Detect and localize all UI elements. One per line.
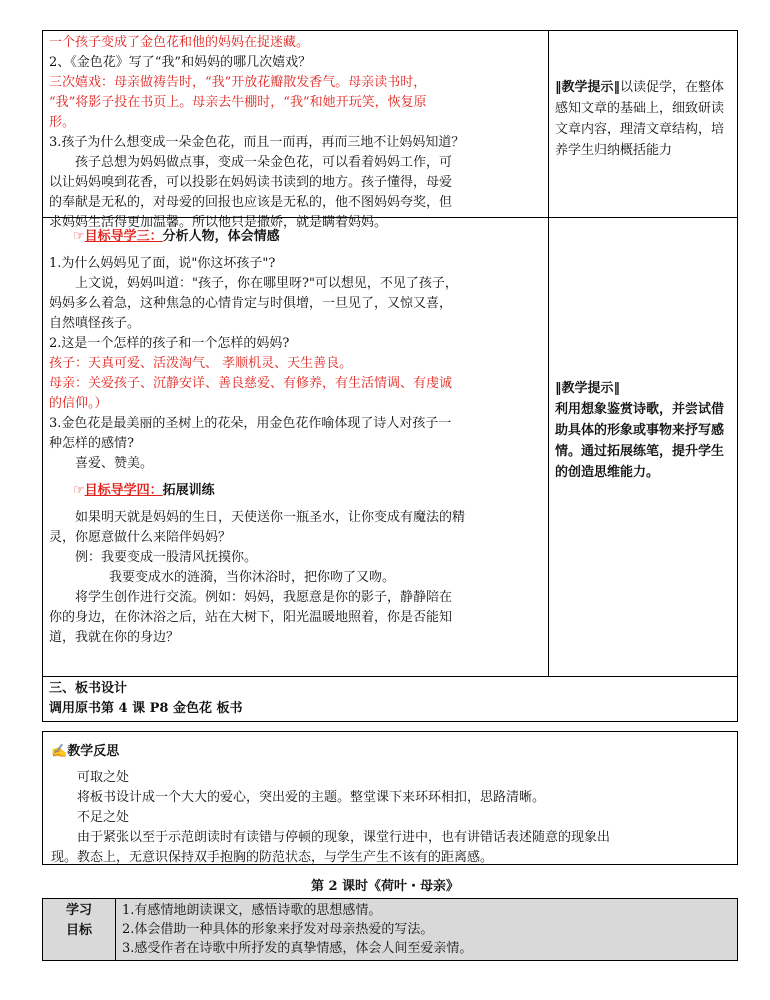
text-line: 3.孩子为什么想变成一朵金色花，而且一而再，再而三地不让妈妈知道？: [49, 135, 465, 150]
board-design-text: 调用原书第 4 课 P8 金色花 板书: [49, 701, 243, 716]
text-line: 2、《金色花》写了“我”和妈妈的哪几次嬉戏？: [49, 55, 312, 70]
teaching-tip-cell: [549, 218, 737, 676]
text-line: 道，我就在你的身边？: [49, 630, 180, 645]
reflection-box: [42, 731, 738, 865]
good-label: 可取之处: [77, 770, 130, 785]
pointing-hand-icon: ☞: [73, 229, 85, 244]
text-line: 的奉献是无私的，对母爱的回报也应该是无私的，他不图妈妈夸奖，但: [49, 195, 453, 210]
text-line: 例：我要变成一股清风抚摸你。: [75, 550, 258, 565]
heading-label: 目标导学四：: [84, 483, 163, 498]
content-cell: [43, 218, 549, 676]
text-line: 一个孩子变成了金色花和他的妈妈在捉迷藏。: [49, 35, 310, 50]
goals-list: [116, 899, 478, 960]
goal-item: 2.体会借助一种具体的形象来抒发对母亲热爱的写法。: [122, 922, 434, 937]
lesson-table: [42, 30, 738, 722]
text-line: 我要变成水的涟漪，当你沐浴时，把你吻了又吻。: [109, 570, 396, 585]
text-line: 种怎样的感情?: [49, 436, 134, 451]
text-line: “我”将影子投在书页上。母亲去牛棚时，“我”和她开玩笑，恢复原: [49, 95, 427, 110]
heading-label: 目标导学三：: [84, 229, 163, 244]
heading-text: 拓展训练: [162, 483, 215, 498]
text-line: 上文说，妈妈叫道："孩子，你在哪里呀?"可以想见，不见了孩子，: [75, 276, 458, 291]
text-line: 2.这是一个怎样的孩子和一个怎样的妈妈?: [49, 336, 290, 351]
good-text: 将板书设计成一个大大的爱心，突出爱的主题。整堂课下来环环相扣，思路清晰。: [77, 790, 546, 805]
bad-text: 现。教态上，无意识保持双手抱胸的防范状态，与学生产生不该有的距离感。: [51, 850, 494, 865]
learning-goals-table: [42, 898, 738, 961]
goals-label: 学习 目标: [43, 899, 116, 960]
text-line: 母亲：关爱孩子、沉静安详、善良慈爱、有修养，有生活情调、有虔诚: [49, 376, 453, 391]
teaching-tip-cell: [549, 31, 737, 217]
teaching-tip-label: ‖教学提示‖: [555, 80, 621, 95]
teaching-tip-text: 以读促学，在整体感知文章的基础上，细致研读文章内容，理清文章结构，培养学生归纳概括能力: [555, 80, 725, 158]
text-line: 将学生创作进行交流。例如：妈妈，我愿意是你的影子，静静陪在: [75, 590, 453, 605]
text-line: 孩子：天真可爱、活泼淘气、 孝顺机灵、天生善良。: [49, 356, 353, 371]
text-line: 自然嗔怪孩子。: [49, 316, 141, 331]
text-line: 你的身边，在你沐浴之后，站在大树下，阳光温暖地照着，你是否能知: [49, 610, 453, 625]
board-design-title: 三、板书设计: [49, 681, 128, 696]
section-heading: [73, 480, 542, 502]
teaching-tip-label: ‖教学提示‖: [555, 381, 621, 396]
lesson-title: 第 2 课时《荷叶・母亲》: [310, 879, 460, 894]
text-line: 以让妈妈嗅到花香，可以投影在妈妈读书读到的地方。孩子懂得，母爱: [49, 175, 453, 190]
section-heading: [73, 226, 542, 248]
table-row: [43, 218, 737, 677]
writing-hand-icon: ✍: [51, 744, 68, 759]
table-row: [43, 31, 737, 230]
text-line: 三次嬉戏：母亲做祷告时，“我”开放花瓣散发香气。母亲读书时，: [49, 75, 427, 90]
pointing-hand-icon: ☞: [73, 483, 85, 498]
goal-item: 3.感受作者在诗歌中所抒发的真挚情感，体会人间至爱亲情。: [122, 941, 473, 956]
text-line: 灵，你愿意做什么来陪伴妈妈？: [49, 530, 232, 545]
goal-item: 1.有感情地朗读课文，感悟诗歌的思想感情。: [122, 903, 382, 918]
text-line: 的信仰。）: [49, 396, 108, 411]
teaching-tip-text: 利用想象鉴赏诗歌，并尝试借助具体的形象或事物来抒写感情。通过拓展练笔，提升学生的创造思维能力。: [555, 402, 725, 480]
text-line: 妈妈多么着急，这种焦急的心情肯定与时俱增，一旦见了，又惊又喜，: [49, 296, 453, 311]
text-line: 形。: [49, 115, 76, 130]
text-line: 孩子总想为妈妈做点事，变成一朵金色花，可以看着妈妈工作，可: [75, 155, 453, 170]
bad-label: 不足之处: [77, 810, 130, 825]
text-line: 1.为什么妈妈见了面，说"你这坏孩子"?: [49, 256, 276, 271]
text-line: 如果明天就是妈妈的生日，天使送你一瓶圣水，让你变成有魔法的精: [75, 510, 466, 525]
text-line: 求妈妈生活得更加温馨。所以他只是撒娇，就是瞒着妈妈。: [49, 215, 388, 230]
table-row: [43, 677, 737, 721]
heading-text: 分析人物，体会情感: [162, 229, 280, 244]
bad-text: 由于紧张以至于示范朗读时有读错与停顿的现象，课堂行进中，也有讲错话表述随意的现象出: [77, 830, 611, 845]
board-design-cell: [43, 677, 737, 721]
content-cell: [43, 31, 549, 230]
reflection-title: ✍教学反思: [51, 744, 120, 759]
text-line: 喜爱、赞美。: [75, 456, 154, 471]
text-line: 3.金色花是最美丽的圣树上的花朵，用金色花作喻体现了诗人对孩子一: [49, 416, 452, 431]
